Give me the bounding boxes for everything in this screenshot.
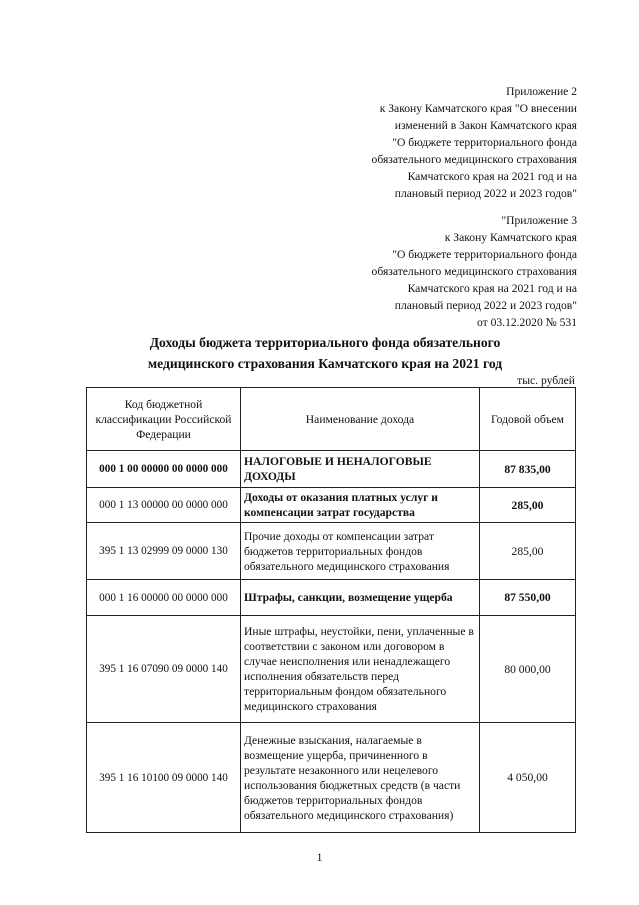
document-title (120, 332, 530, 374)
row-amount: 87 550,00 (480, 580, 576, 616)
appendix-3-line: "О бюджете территориального фонда (392, 248, 577, 261)
row-amount: 285,00 (480, 488, 576, 523)
appendix-2-block (372, 83, 577, 202)
table-row (87, 723, 576, 833)
appendix-3-line: обязательного медицинского страхования (371, 265, 577, 278)
appendix-3-line: плановый период 2022 и 2023 годов" (394, 299, 577, 312)
appendix-3-line: Камчатского края на 2021 год и на (407, 282, 577, 295)
budget-income-table (86, 387, 576, 833)
row-code: 000 1 13 00000 00 0000 000 (87, 488, 241, 523)
appendix-3-line: "Приложение 3 (501, 214, 577, 227)
unit-label: тыс. рублей (517, 374, 575, 387)
document-title-line: медицинского страхования Камчатского края на 2021 год (147, 356, 503, 371)
page-number: 1 (316, 851, 323, 864)
row-code: 395 1 13 02999 09 0000 130 (87, 523, 241, 580)
appendix-2-line: к Закону Камчатского края "О внесении (379, 102, 577, 115)
header-amount: Годовой объем (480, 388, 576, 451)
row-name: Иные штрафы, неустойки, пени, уплаченные в соответствии с законом или договором в случае неисполнения или ненадлежащего исполнения обязательств перед территориальным фондом обязательного медицинского страхования (241, 616, 480, 723)
row-code: 000 1 16 00000 00 0000 000 (87, 580, 241, 616)
appendix-2-line: Камчатского края на 2021 год и на (407, 170, 577, 183)
appendix-3-line: от 03.12.2020 № 531 (476, 316, 577, 329)
appendix-3-line: к Закону Камчатского края (444, 231, 577, 244)
appendix-2-line: изменений в Закон Камчатского края (394, 119, 577, 132)
table-row (87, 616, 576, 723)
table-header-row (87, 388, 576, 451)
row-name: Денежные взыскания, налагаемые в возмещение ущерба, причиненного в результате незаконного или нецелевого использования бюджетных средств (в части бюджетов территориальных фондов обязательного медицинского страхования) (241, 723, 480, 833)
row-code: 000 1 00 00000 00 0000 000 (87, 451, 241, 488)
row-code: 395 1 16 07090 09 0000 140 (87, 616, 241, 723)
row-name: Штрафы, санкции, возмещение ущерба (241, 580, 480, 616)
row-amount: 80 000,00 (480, 616, 576, 723)
header-name: Наименование дохода (241, 388, 480, 451)
table-row (87, 451, 576, 488)
row-amount: 285,00 (480, 523, 576, 580)
row-amount: 4 050,00 (480, 723, 576, 833)
appendix-2-line: плановый период 2022 и 2023 годов" (394, 187, 577, 200)
row-name: Доходы от оказания платных услуг и компенсации затрат государства (241, 488, 480, 523)
row-amount: 87 835,00 (480, 451, 576, 488)
header-code: Код бюджетной классификации Российской Федерации (87, 388, 241, 451)
document-title-line: Доходы бюджета территориального фонда обязательного (149, 335, 501, 350)
table-row (87, 488, 576, 523)
appendix-3-block (372, 212, 577, 331)
appendix-2-line: Приложение 2 (506, 85, 577, 98)
row-name: НАЛОГОВЫЕ И НЕНАЛОГОВЫЕ ДОХОДЫ (241, 451, 480, 488)
appendix-2-line: обязательного медицинского страхования (371, 153, 577, 166)
appendix-2-line: "О бюджете территориального фонда (392, 136, 577, 149)
row-code: 395 1 16 10100 09 0000 140 (87, 723, 241, 833)
row-name: Прочие доходы от компенсации затрат бюджетов территориальных фондов обязательного медицинского страхования (241, 523, 480, 580)
table-row (87, 580, 576, 616)
table-row (87, 523, 576, 580)
